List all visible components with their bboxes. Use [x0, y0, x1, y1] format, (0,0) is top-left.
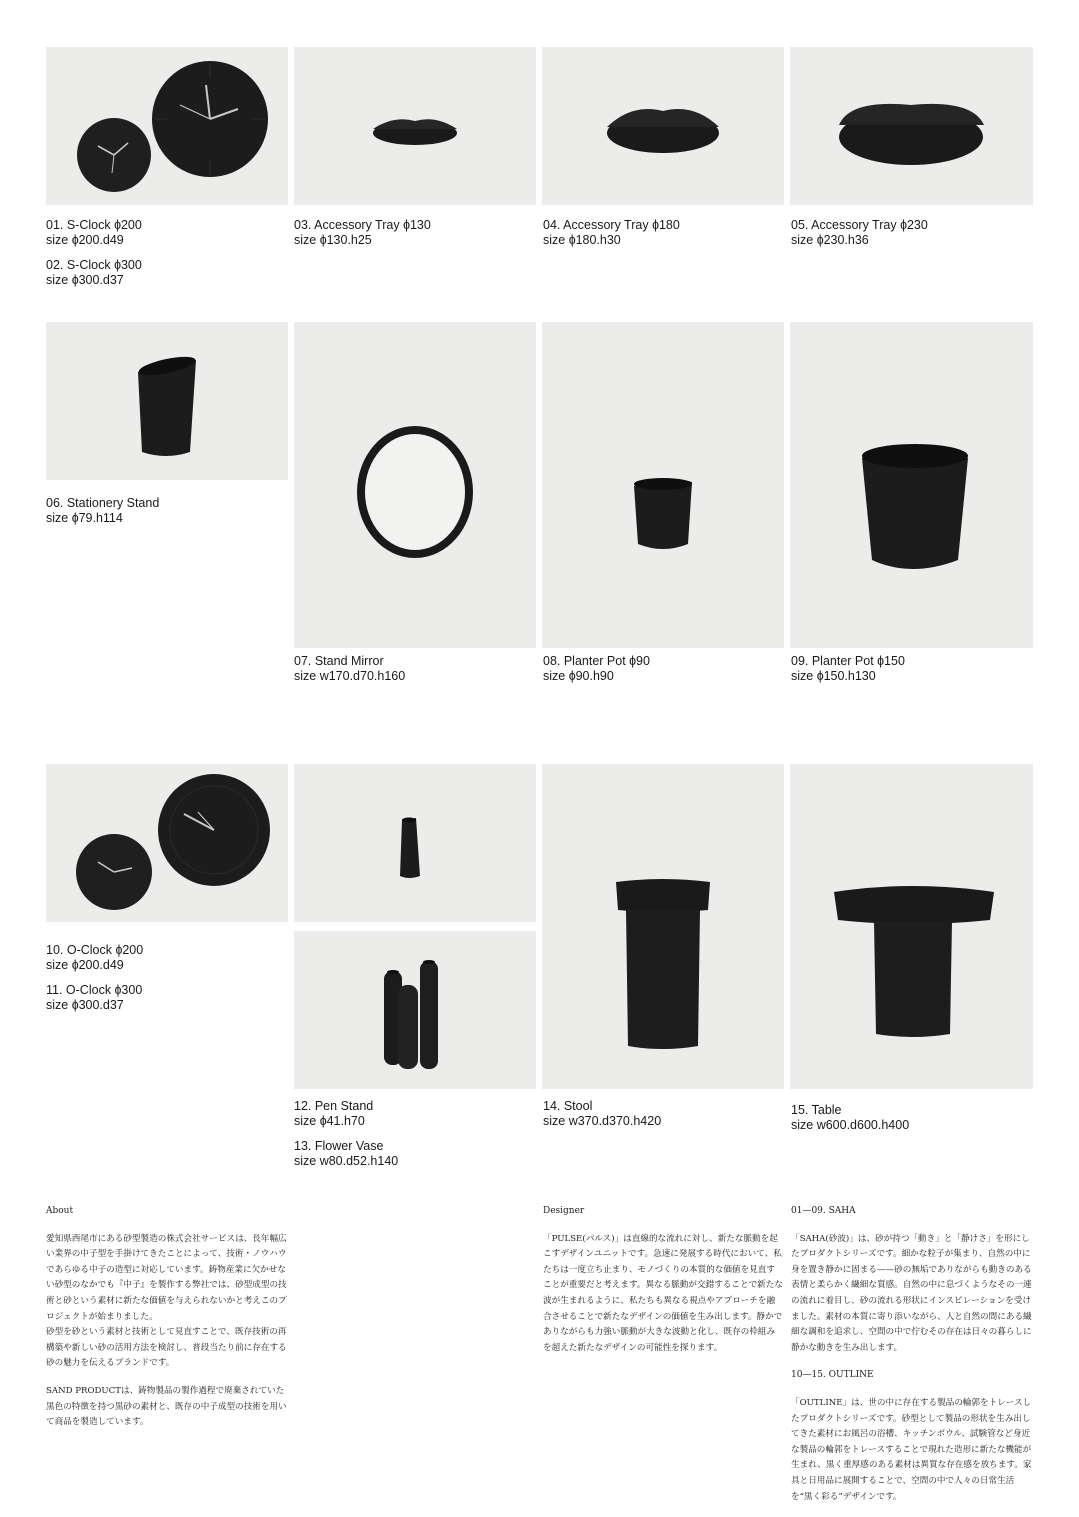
caption-06: [46, 496, 159, 526]
about-paragraph: SAND PRODUCTは、鋳物製品の製作過程で廃棄されていた黒色の特徴を持つ黒砂の素材と、既存の中子成型の技術を用いて商品を製造しています。: [46, 1385, 287, 1428]
caption-03: [294, 218, 431, 248]
photo-flower-vase: [294, 931, 536, 1089]
planter-pot-90-illustration: [542, 322, 784, 648]
stand-mirror-illustration: [294, 322, 536, 648]
about-section: [46, 1204, 288, 1431]
product-size: size ɸ90.h90: [543, 669, 614, 683]
outline-paragraph: 「OUTLINE」は、世の中に存在する製品の輪郭をトレースしたプロダクトシリーズです。砂型として製品の形状を生み出してきた素材にお風呂の浴槽、キッチンボウル、試験管など身近な製品の輪郭をトレースすることで現れた造形に新たな機能が生まれ、黒く重厚感のある素材は異質な存在感を放ちます。家具と日用品に展開することで、空間の中で人々の日常生活を“黒く彩る”デザインです。: [791, 1397, 1032, 1502]
planter-pot-150-illustration: [790, 322, 1033, 648]
caption-04: [543, 218, 680, 248]
tray-130-illustration: [294, 47, 536, 205]
caption-05: [791, 218, 928, 248]
photo-planter-pot-150: [790, 322, 1033, 648]
stationery-stand-illustration: [46, 322, 288, 480]
product-size: size ɸ300.d37: [46, 998, 124, 1012]
photo-accessory-tray-230: [790, 47, 1033, 205]
product-name: 14. Stool: [543, 1099, 593, 1113]
product-name: 08. Planter Pot ɸ90: [543, 654, 650, 668]
stool-illustration: [542, 764, 784, 1089]
photo-accessory-tray-130: [294, 47, 536, 205]
tray-230-illustration: [790, 47, 1033, 205]
product-name: 02. S-Clock ɸ300: [46, 258, 142, 272]
o-clock-illustration: [46, 764, 288, 922]
about-heading: About: [46, 1206, 74, 1216]
product-name: 09. Planter Pot ɸ150: [791, 654, 905, 668]
photo-o-clock: [46, 764, 288, 922]
caption-08: [543, 654, 650, 684]
about-paragraph: 砂型を砂という素材と技術として見直すことで、既存技術の再構築や新しい砂の活用方法を検討し、普段当たり前に存在する砂の魅力を伝えるブランドです。: [46, 1327, 287, 1369]
product-size: size ɸ180.h30: [543, 233, 621, 247]
photo-stationery-stand: [46, 322, 288, 480]
about-paragraph: 愛知県西尾市にある砂型製造の株式会社サービスは、長年幅広い業界の中子型を手掛けてきたことによって、技術・ノウハウであらゆる中子の造型に対応しています。鋳物産業に欠かせない砂型のなかでも『中子』を製作する弊社では、砂型成型の技術と砂という素材に新たな価値を与えられないかと考えこのプロジェクトが始まりました。: [46, 1233, 287, 1322]
caption-15: [791, 1103, 909, 1133]
saha-heading: 01—09. SAHA: [791, 1206, 856, 1216]
product-name: 10. O-Clock ɸ200: [46, 943, 144, 957]
product-name: 12. Pen Stand: [294, 1099, 374, 1113]
product-name: 15. Table: [791, 1103, 842, 1117]
outline-heading: 10—15. OUTLINE: [791, 1370, 874, 1381]
product-size: size ɸ41.h70: [294, 1114, 365, 1128]
product-size: size ɸ200.d49: [46, 233, 124, 247]
pen-stand-illustration: [294, 764, 536, 922]
saha-paragraph: 「SAHA(砂波)」は、砂が持つ「動き」と「静けさ」を形にしたプロダクトシリーズです。細かな粒子が集まり、自然の中に身を置き静かに固まる——砂の無垢でありながらも動きのある表情と柔らかく繊細な質感。自然の中に息づくようなその一連の流れに着目し、砂の流れる形状にインスピレーションを受けました。素材の本質に寄り添いながら、人と自然の間にある繊細な調和を追求し、空間の中で佇むその存在は日々の暮らしに静かな動きを生み出します。: [791, 1233, 1032, 1353]
photo-accessory-tray-180: [542, 47, 784, 205]
product-name: 11. O-Clock ɸ300: [46, 983, 143, 997]
product-name: 03. Accessory Tray ɸ130: [294, 218, 431, 232]
flower-vase-illustration: [294, 931, 536, 1089]
caption-10-11: [46, 943, 143, 1013]
product-size: size ɸ130.h25: [294, 233, 372, 247]
s-clock-illustration: [46, 47, 288, 205]
photo-s-clock: [46, 47, 288, 205]
product-size: size w170.d70.h160: [294, 669, 406, 683]
photo-pen-stand: [294, 764, 536, 922]
product-size: size ɸ79.h114: [46, 511, 123, 525]
product-name: 07. Stand Mirror: [294, 654, 384, 668]
photo-table: [790, 764, 1033, 1089]
product-size: size w370.d370.h420: [543, 1114, 662, 1128]
product-size: size ɸ200.d49: [46, 958, 124, 972]
caption-09: [791, 654, 905, 684]
photo-planter-pot-90: [542, 322, 784, 648]
table-illustration: [790, 764, 1033, 1089]
photo-stand-mirror: [294, 322, 536, 648]
product-name: 05. Accessory Tray ɸ230: [791, 218, 928, 232]
series-section: [791, 1204, 1033, 1505]
product-name: 13. Flower Vase: [294, 1139, 384, 1153]
caption-12-13: [294, 1099, 398, 1169]
caption-14: [543, 1099, 661, 1129]
designer-section: [543, 1204, 783, 1356]
product-name: 06. Stationery Stand: [46, 496, 160, 510]
product-size: size ɸ230.h36: [791, 233, 869, 247]
designer-paragraph: 「PULSE(パルス)」は直線的な流れに対し、新たな脈動を起こすデザインユニットです。急速に発展する時代において、私たちは一度立ち止まり、モノづくりの本質的な価値を見直すことが重要だと考えます。異なる脈動が交錯することで新たな波が生まれるように、私たちも異なる視点やアプローチを融合させることで新たなデザインの価値を生み出します。静かでありながらも力強い脈動が大きな波動と化し、既存の枠組みを超えた新たなデザインの可能性を探ります。: [543, 1233, 783, 1353]
caption-07: [294, 654, 405, 684]
product-size: size ɸ150.h130: [791, 669, 876, 683]
product-size: size w80.d52.h140: [294, 1154, 399, 1168]
product-size: size ɸ300.d37: [46, 273, 124, 287]
product-name: 04. Accessory Tray ɸ180: [543, 218, 680, 232]
photo-stool: [542, 764, 784, 1089]
designer-heading: Designer: [543, 1206, 585, 1216]
caption-01-02: [46, 218, 142, 288]
product-size: size w600.d600.h400: [791, 1118, 910, 1132]
tray-180-illustration: [542, 47, 784, 205]
product-name: 01. S-Clock ɸ200: [46, 218, 142, 232]
